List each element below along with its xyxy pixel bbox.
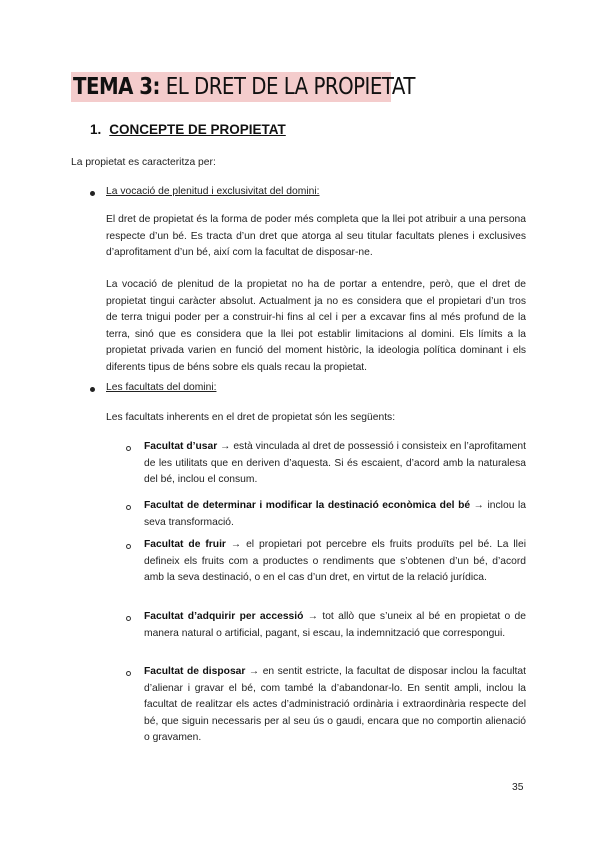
page-title [73,74,415,100]
sub-bullet-icon [126,505,131,510]
paragraph-1: El dret de propietat és la forma de poder més completa que la llei pot atribuir a una persona respecte d’un bé. Es tracta d’un dret que atorga al seu titular facultats plenes i exclusives d’aprofitament d’un bé, així com la facultat de disposar-ne. [106,214,526,258]
faculty-item-4 [144,609,526,642]
faculty-text: → tot allò que s’uneix al bé en propietat o de manera natural o artificial, pagant, si escau, la indemnització que correspongui. [144,611,526,639]
faculty-item-5 [144,664,526,747]
sub-bullet-icon [126,616,131,621]
faculty-name: Facultat de disposar [144,666,246,677]
sub-bullet-icon [126,671,131,676]
faculty-text: → el propietari pot percebre els fruits produïts pel bé. La llei defineix els fruits com a productes o rendiments que s’obtenen d’un bé, d’acord amb la seva destinació, o en el cas d’un dret, en virtut de la relació jurídica. [144,539,526,583]
faculty-text: → en sentit estricte, la facultat de disposar inclou la facultat d’alienar i gravar el bé, com també la d’abandonar-lo. En sentit ampli, inclou la facultat de realitzar els actes d’administració ordinària i extraordinària respecte del bé, que siguin necessaris per al seu ús o gaudi, encara que no comportin alienació o gravamen. [144,666,526,743]
page-number: 35 [512,782,524,793]
faculty-name: Facultat de fruir [144,539,226,550]
faculty-text: → està vinculada al dret de possessió i consisteix en l’aprofitament de les utilitats que en deriven d’aquesta. Si és escaient, d’acord amb la naturalesa del bé, inclou el consum. [144,441,526,485]
sub-bullet-icon [126,544,131,549]
faculty-item-1 [144,439,526,489]
bullet-icon [90,387,95,392]
title-bold: TEMA 3: [73,74,160,100]
faculty-item-2 [144,498,526,531]
section-heading [90,122,286,137]
bullet-heading-1: La vocació de plenitud i exclusivitat del domini: [106,186,320,197]
faculty-text: → inclou la seva transformació. [144,500,526,528]
bullet-heading-2: Les facultats del domini: [106,382,217,393]
section-number: 1. [90,122,102,137]
faculty-name: Facultat d’usar [144,441,218,452]
faculty-item-3 [144,537,526,587]
faculty-name: Facultat de determinar i modificar la destinació econòmica del bé [144,500,471,511]
title-highlight [71,72,415,102]
sub-bullet-icon [126,446,131,451]
faculty-name: Facultat d’adquirir per accessió [144,611,304,622]
paragraph-3: Les facultats inherents en el dret de propietat són les següents: [106,412,396,423]
paragraph-2: La vocació de plenitud de la propietat no ha de portar a entendre, però, que el dret de propietat tingui caràcter absolut. Actualment ja no es considera que el propietari d’un tros de terra tnigui poder per a construir-hi fins al cel i per a excavar fins al més profund de la terra, sinó que es considera que la llei pot establir limitacions al domini. Els límits a la propietat privada varien en funció del moment històric, la ideologia política dominant i els diferents tipus de béns sobre els quals recau la propietat. [106,279,526,373]
intro-text: La propietat es caracteritza per: [71,157,216,168]
bullet-icon [90,191,95,196]
title-rest: EL DRET DE LA PROPIETAT [159,74,415,100]
section-title: CONCEPTE DE PROPIETAT [109,122,286,137]
